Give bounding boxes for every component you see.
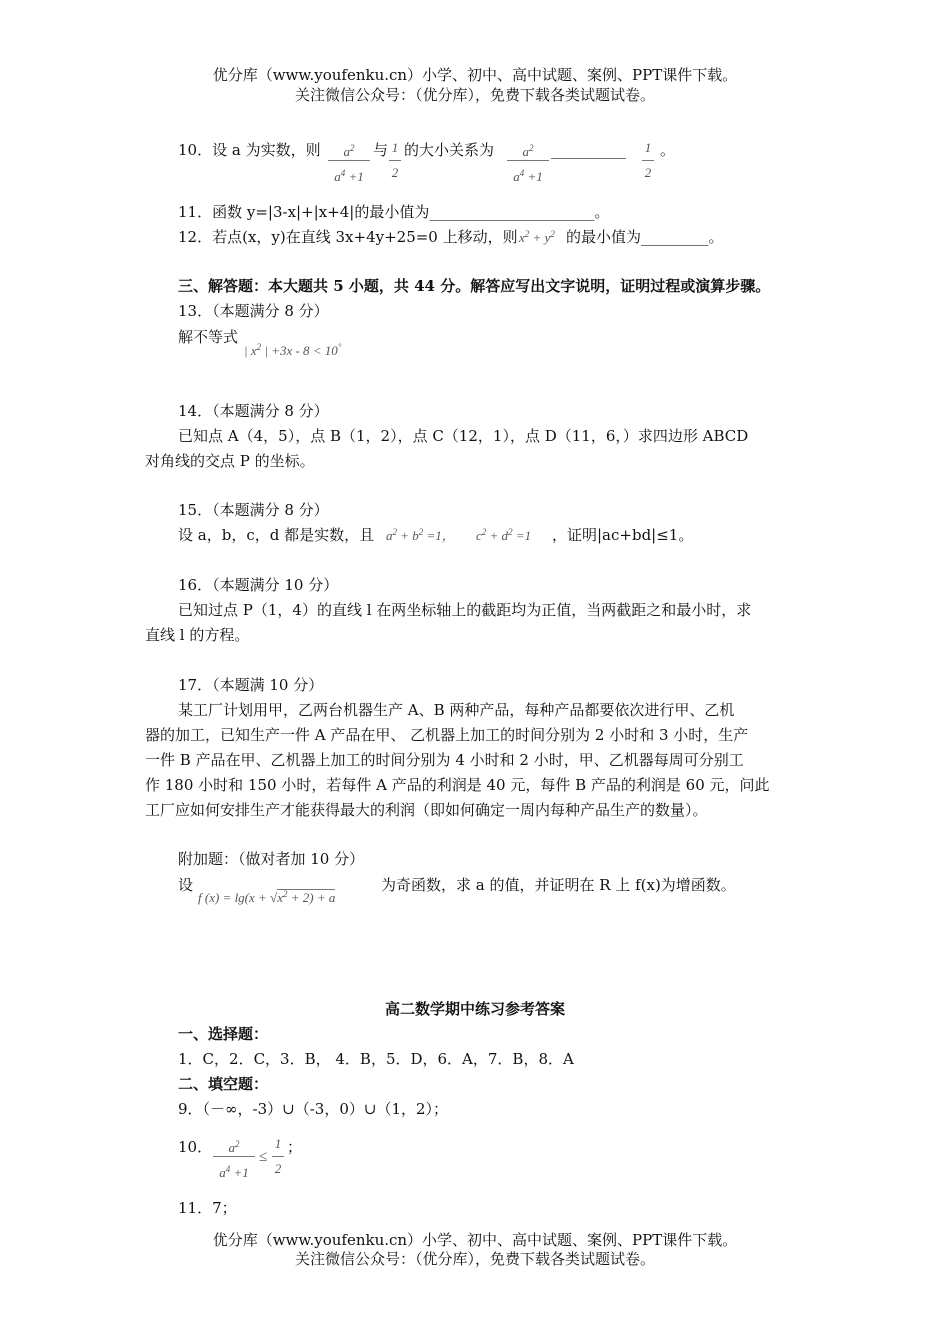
q12-text-pre: 12．若点(x，y)在直线 3x+4y+25=0 上移动，则 <box>178 228 518 246</box>
q16-body-1: 已知过点 P（1，4）的直线 l 在两坐标轴上的截距均为正值，当两截距之和最小时，求 <box>178 601 752 619</box>
q10-fraction-2: $a^2$ $a^4 +1$ <box>507 138 549 183</box>
answer-10-half: 1 2 <box>272 1134 284 1179</box>
q12-expression: $x^2 + y^2$ <box>519 229 555 245</box>
answer-10-fraction: $a^2$ $a^4 +1$ <box>213 1134 255 1179</box>
answer-10-le: ≤ <box>259 1149 268 1165</box>
q14-body-1: 已知点 A（4，5），点 B（1，2），点 C（12，1），点 D（11，6，）求四边形 ABCD <box>178 427 749 445</box>
q17-line: 某工厂计划用甲，乙两台机器生产 A、B 两种产品，每种产品都要依次进行甲、乙机 <box>178 701 735 719</box>
q13-body: 解不等式 <box>178 328 239 346</box>
q15-head: 15．（本题满分 8 分） <box>178 501 329 519</box>
q16-body-2: 直线 l 的方程。 <box>145 626 250 644</box>
q13-head: 13．（本题满分 8 分） <box>178 302 329 320</box>
q17-line: 一件 B 产品在甲、乙机器上加工的时间分别为 4 小时和 2 小时，甲、乙机器每周可分别工 <box>145 751 744 769</box>
q17-line: 工厂应如何安排生产才能获得最大的利润（即如何确定一周内每种产品生产的数量）。 <box>145 801 708 819</box>
footer-line-2: 关注微信公众号：（优分库），免费下载各类试题试卷。 <box>294 1250 655 1268</box>
q10-relation: 的大小关系为 <box>404 141 495 159</box>
answers-choice: 1．C，2．C，3．B， 4．B，5．D，6．A，7．B，8．A <box>178 1050 574 1068</box>
bonus-head: 附加题：（做对者加 10 分） <box>178 850 365 868</box>
q12-text-post: 的最小值为_________。 <box>566 228 724 246</box>
q10-end: 。 <box>660 141 676 159</box>
q10-text: 10．设 a 为实数，则 <box>178 141 321 159</box>
q17-line: 作 180 小时和 150 小时，若每件 A 产品的利润是 40 元，每件 B 产品的利润是 60 元，问此 <box>145 776 770 794</box>
bonus-pre: 设 <box>178 876 194 894</box>
q10-half: 1 2 <box>389 138 401 183</box>
q15-pre: 设 a，b，c，d 都是实数，且 <box>178 526 375 544</box>
bonus-function: f $(x) = \lg(x + √x^2 + 2) + a$ <box>198 889 336 905</box>
q10-fraction-1: $a^2$ $a^4 +1$ <box>328 138 370 183</box>
q11-text: 11．函数 y=|3-x|+|x+4|的最小值为______________________。 <box>178 203 610 221</box>
footer-line-1: 优分库（www.youfenku.cn）小学、初中、高中试题、案例、PPT课件下载。 <box>212 1231 738 1249</box>
q14-body-2: 对角线的交点 P 的坐标。 <box>145 452 315 470</box>
q17-line: 器的加工，已知生产一件 A 产品在甲、 乙机器上加工的时间分别为 2 小时和 3 小时，生产 <box>145 726 749 744</box>
answers-choice-head: 一、选择题： <box>178 1025 269 1043</box>
q15-condition-1: $a^2 + b^2 =1$， <box>386 527 455 543</box>
q15-condition-2: $c^2 + d^2 =1$ <box>476 527 532 543</box>
header-line-1: 优分库（www.youfenku.cn）小学、初中、高中试题、案例、PPT课件下载。 <box>212 66 738 84</box>
answers-fill-head: 二、填空题： <box>178 1075 269 1093</box>
q10-half-2: 1 2 <box>642 138 654 183</box>
answer-10-label: 10． <box>178 1138 213 1156</box>
q10-blank: __________ <box>551 141 626 159</box>
section3-title: 三、解答题：本大题共 5 小题，共 44 分。解答应写出文字说明，证明过程或演算步骤。 <box>178 277 771 295</box>
q16-head: 16．（本题满分 10 分） <box>178 576 339 594</box>
q14-head: 14．（本题满分 8 分） <box>178 402 329 420</box>
header-line-2: 关注微信公众号：（优分库），免费下载各类试题试卷。 <box>294 86 655 104</box>
answer-9: 9．（－∞，-3）∪（-3，0）∪（1，2）； <box>178 1100 449 1118</box>
q10-and: 与 <box>373 141 389 159</box>
q15-post: ，证明|ac+bd|≤1。 <box>552 526 694 544</box>
answer-10-end: ； <box>287 1138 303 1156</box>
q13-inequality: | $x^2$ | +3x - 8 < 10° <box>244 342 342 358</box>
answer-11: 11．7； <box>178 1199 237 1217</box>
answers-title: 高二数学期中练习参考答案 <box>384 1000 565 1018</box>
bonus-post: 为奇函数，求 a 的值，并证明在 R 上 f(x)为增函数。 <box>381 876 736 894</box>
q17-head: 17．（本题满 10 分） <box>178 676 324 694</box>
